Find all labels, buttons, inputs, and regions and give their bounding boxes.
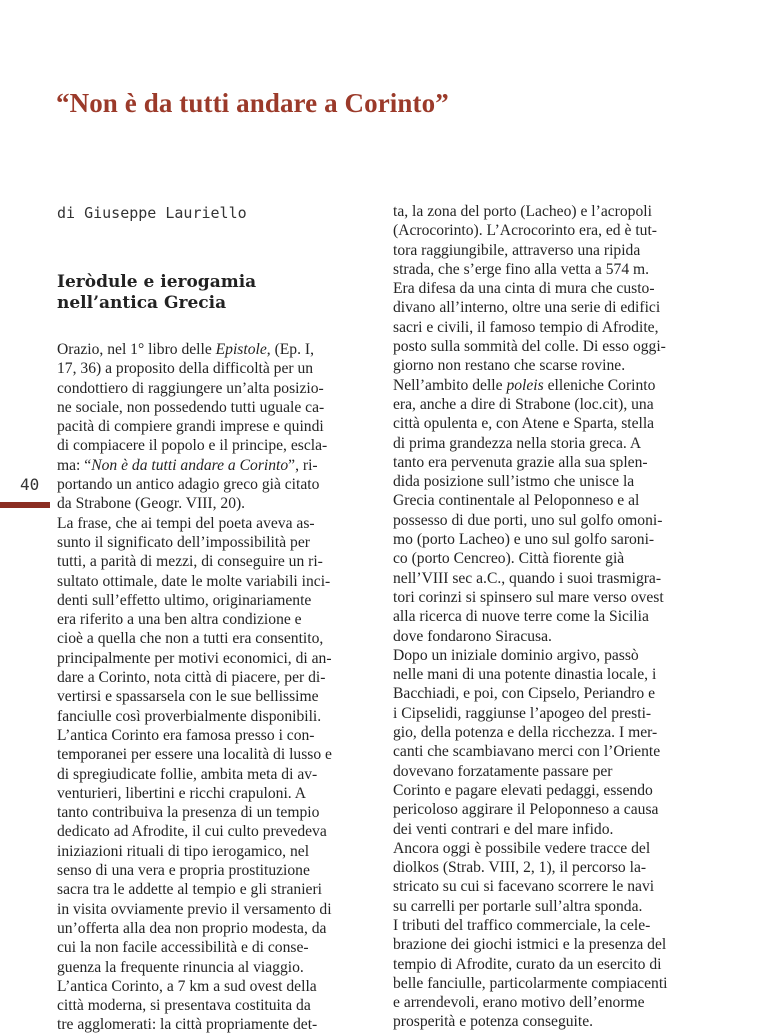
paragraph-line: diolkos (Strab. VIII, 2, 1), il percorso la- bbox=[393, 859, 647, 877]
paragraph-line: un’offerta alla dea non proprio modesta, da bbox=[57, 919, 327, 937]
paragraph-line: tre agglomerati: la città propriamente det- bbox=[57, 1016, 318, 1034]
paragraph-line: Dopo un iniziale dominio argivo, passò bbox=[393, 646, 639, 664]
paragraph-line: Grecia continentale al Peloponneso e al bbox=[393, 492, 640, 510]
paragraph-line: i Cipselidi, raggiunse l’apogeo del presti- bbox=[393, 704, 652, 722]
paragraph-line: 17, 36) a proposito della difficoltà per un bbox=[57, 360, 314, 378]
right-text-column bbox=[393, 202, 715, 1032]
paragraph-line: Ancora oggi è possibile vedere tracce del bbox=[393, 839, 651, 857]
paragraph-line: dare a Corinto, nota città di piacere, per di- bbox=[57, 669, 326, 687]
paragraph-line: giorno non restano che scarse rovine. bbox=[393, 357, 626, 375]
paragraph-line: Era difesa da una cinta di mura che custo- bbox=[393, 280, 655, 298]
paragraph-line: denti sull’effetto ultimo, originariamente bbox=[57, 591, 312, 609]
section-heading bbox=[57, 272, 256, 314]
paragraph-line: Corinto e pagare elevati pedaggi, essendo bbox=[393, 781, 653, 799]
paragraph-line: ta, la zona del porto (Lacheo) e l’acropoli bbox=[393, 203, 652, 220]
page-number: 40 bbox=[20, 475, 40, 494]
paragraph-line: nelle mani di una potente dinastia locale, i bbox=[393, 666, 657, 684]
section-heading-line: Ieròdule e ierogamia bbox=[57, 272, 257, 292]
paragraph-line: dida posizione sull’istmo che unisce la bbox=[393, 473, 635, 491]
paragraph-line: L’antica Corinto, a 7 km a sud ovest della bbox=[57, 977, 317, 995]
paragraph-line: di compiacere il popolo e il principe, escla- bbox=[57, 437, 328, 455]
paragraph-line: di spregiudicate follie, ambita meta di av- bbox=[57, 765, 318, 783]
paragraph-line: era riferito a una ben altra condizione e bbox=[57, 611, 302, 629]
paragraph-line: canti che scambiavano merci con l’Oriente bbox=[393, 743, 661, 761]
paragraph-line: mo (porto Lacheo) e uno sul golfo saroni- bbox=[393, 531, 655, 549]
paragraph-line: città moderna, si presentava costituita da bbox=[57, 997, 311, 1015]
paragraph-line: posto sulla sommità del colle. Di esso oggi- bbox=[393, 338, 666, 356]
paragraph-line: dove fondarono Siracusa. bbox=[393, 627, 552, 645]
paragraph-line: strada, che s’erge fino alla vetta a 574 m. bbox=[393, 260, 650, 278]
paragraph-line: dedicato ad Afrodite, il cui culto prevedeva bbox=[57, 823, 327, 841]
paragraph-line: sultato ottimale, date le molte variabili inci- bbox=[57, 572, 331, 590]
paragraph-line: portando un antico adagio greco già citato bbox=[57, 476, 320, 494]
paragraph-line: in visita ovviamente previo il versamento di bbox=[57, 900, 332, 918]
paragraph-line: divano all’interno, oltre una serie di edifici bbox=[393, 299, 661, 317]
paragraph-line: Orazio, nel 1° libro delle Epistole, (Ep. I, bbox=[57, 341, 314, 358]
paragraph-line: L’antica Corinto era famosa presso i con- bbox=[57, 726, 315, 744]
paragraph-line: principalmente per motivi economici, di an- bbox=[57, 649, 332, 667]
paragraph-line: La frase, che ai tempi del poeta aveva as- bbox=[57, 514, 315, 532]
paragraph-line: tempio di Afrodite, curato da un esercito di bbox=[393, 955, 662, 973]
paragraph-line: guenza la frequente rinuncia al viaggio. bbox=[57, 958, 304, 976]
paragraph-line: venturieri, libertini e ricchi crapuloni. A bbox=[57, 784, 306, 802]
paragraph-line: ne sociale, non possedendo tutti uguale ca- bbox=[57, 398, 325, 416]
paragraph-line: fanciulle così proverbialmente disponibili. bbox=[57, 707, 322, 725]
paragraph-line: di prima grandezza nella storia greca. A bbox=[393, 434, 642, 452]
paragraph-line: da Strabone (Geogr. VIII, 20). bbox=[57, 495, 246, 513]
paragraph-line: sunto il significato dell’impossibilità per bbox=[57, 533, 310, 551]
paragraph-line: alla ricerca di nuove terre come la Sicilia bbox=[393, 608, 649, 626]
paragraph-line: tori corinzi si spinsero sul mare verso ovest bbox=[393, 588, 664, 606]
paragraph-line: co (porto Cencreo). Città fiorente già bbox=[393, 550, 625, 568]
paragraph-line: gio, della potenza e della ricchezza. I mer- bbox=[393, 724, 658, 742]
paragraph-line: iniziazioni rituali di tipo ierogamico, nel bbox=[57, 842, 310, 860]
paragraph-line: Bacchiadi, e poi, con Cipselo, Periandro e bbox=[393, 685, 655, 703]
paragraph-line: su carrelli per portarle sull’altra sponda. bbox=[393, 897, 643, 915]
paragraph-line: senso di una vera e propria prostituzione bbox=[57, 862, 310, 880]
paragraph-line: e arrendevoli, erano motivo dell’enorme bbox=[393, 994, 645, 1012]
page-marker-bar bbox=[0, 502, 50, 508]
paragraph-line: prosperità e potenza conseguite. bbox=[393, 1013, 594, 1031]
paragraph-line: (Acrocorinto). L’Acrocorinto era, ed è tut- bbox=[393, 222, 657, 240]
paragraph-line: tanto era pervenuta grazie alla sua splen- bbox=[393, 453, 648, 471]
paragraph-line: tanto contribuiva la presenza di un tempio bbox=[57, 804, 320, 822]
section-heading-line: nell’antica Grecia bbox=[57, 293, 227, 313]
paragraph-line: pericoloso aggirare il Peloponneso a causa bbox=[393, 801, 659, 819]
paragraph-line: stricato su cui si facevano scorrere le navi bbox=[393, 878, 655, 896]
paragraph-line: pacità di compiere grandi imprese e quindi bbox=[57, 418, 324, 436]
paragraph-line: cui la non facile accessibilità e di conse- bbox=[57, 939, 309, 957]
paragraph-line: condottiero di raggiungere un’alta posizio- bbox=[57, 379, 324, 397]
paragraph-line: dovevano forzatamente passare per bbox=[393, 762, 613, 780]
paragraph-line: ma: “Non è da tutti andare a Corinto”, ri- bbox=[57, 456, 318, 474]
paragraph-line: nell’VIII sec a.C., quando i suoi trasmigra- bbox=[393, 569, 662, 587]
author-byline: di Giuseppe Lauriello bbox=[57, 204, 247, 222]
paragraph-line: vertirsi e spassarsela con le sue bellissime bbox=[57, 688, 319, 706]
left-text-column bbox=[57, 340, 375, 1035]
paragraph-line: sacri e civili, il famoso tempio di Afrodite, bbox=[393, 318, 659, 336]
article-title: “Non è da tutti andare a Corinto” bbox=[56, 88, 449, 118]
paragraph-line: belle fanciulle, particolarmente compiacenti bbox=[393, 974, 668, 992]
paragraph-line: Nell’ambito delle poleis elleniche Corinto bbox=[393, 376, 656, 394]
paragraph-line: sacra tra le addette al tempio e gli stranieri bbox=[57, 881, 322, 899]
paragraph-line: possesso di due porti, uno sul golfo omoni- bbox=[393, 511, 663, 529]
paragraph-line: temporanei per essere una località di lusso e bbox=[57, 746, 332, 764]
paragraph-line: cioè a quella che non a tutti era consentito, bbox=[57, 630, 324, 648]
paragraph-line: era, anche a dire di Strabone (loc.cit), una bbox=[393, 395, 654, 413]
paragraph-line: brazione dei giochi istmici e la presenza del bbox=[393, 936, 667, 954]
paragraph-line: città opulenta e, con Atene e Sparta, stella bbox=[393, 415, 655, 433]
paragraph-line: tutti, a parità di mezzi, di conseguire un ri- bbox=[57, 553, 323, 571]
paragraph-line: tora raggiungibile, attraverso una ripida bbox=[393, 241, 641, 259]
paragraph-line: dei venti contrari e del mare infido. bbox=[393, 820, 614, 838]
paragraph-line: I tributi del traffico commerciale, la cele- bbox=[393, 916, 651, 934]
